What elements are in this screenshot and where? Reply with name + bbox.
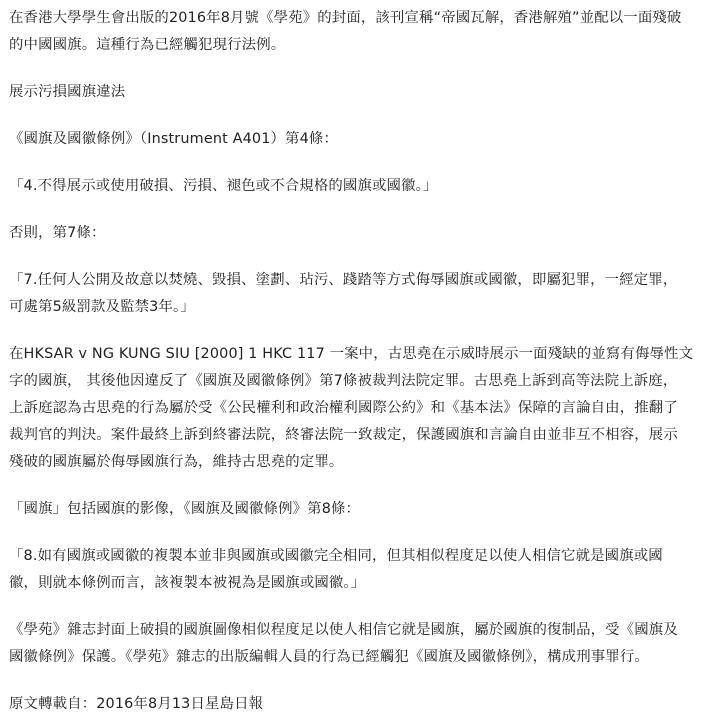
text-line: 「7.任何人公開及故意以焚燒、毀損、塗劃、玷污、踐踏等方式侮辱國旗或國徽，即屬犯罪，一經定罪， <box>9 272 678 288</box>
intro-paragraph <box>9 5 717 59</box>
text-line: 上訴庭認為古思堯的行為屬於受《公民權利和政治權利國際公約》和《基本法》保障的言論自由，推翻了 <box>9 400 678 416</box>
conclusion-paragraph <box>9 617 717 671</box>
ordinance-reference <box>9 126 717 153</box>
text-line: 《學苑》雜志封面上破損的國旗圖像相似程度足以使人相信它就是國旗，屬於國旗的復制品，受《國旗及 <box>9 622 678 638</box>
text-line: 字的國旗， 其後他因違反了《國旗及國徽條例》第7條被裁判法院定罪。古思堯上訴到高等法院上訴庭， <box>9 373 678 389</box>
text-line: 原文轉載自：2016年8月13日星島日報 <box>9 696 264 712</box>
text-line: 國徽條例》保護。《學苑》雜志的出版編輯人員的行為已經觸犯《國旗及國徽條例》，構成刑事罪行。 <box>9 649 649 665</box>
text-line: 《國旗及國徽條例》（Instrument A401）第4條： <box>9 131 338 147</box>
flag-definition <box>9 496 717 523</box>
text-line: 裁判官的判決。案件最終上訴到終審法院，終審法院一致裁定，保護國旗和言論自由並非互不相容，展示 <box>9 427 678 443</box>
section-4-quote <box>9 173 717 200</box>
text-line: 徽，則就本條例而言，該複製本被視為是國旗或國徽。」 <box>9 575 366 591</box>
text-line: 可處第5級罰款及監禁3年。」 <box>9 299 195 315</box>
text-line: 的中國國旗。這種行為已經觸犯現行法例。 <box>9 37 286 53</box>
text-line: 「8.如有國旗或國徽的複製本並非與國旗或國徽完全相同，但其相似程度足以使人相信它就是國旗或國 <box>9 548 663 564</box>
source-line <box>9 691 717 718</box>
text-line: 否則，第7條： <box>9 225 106 241</box>
case-paragraph <box>9 341 717 476</box>
section-8-quote <box>9 543 717 597</box>
text-line: 在香港大學學生會出版的2016年8月號《學苑》的封面，該刊宣稱“帝國瓦解，香港解殖”並配以一面殘破 <box>9 10 682 26</box>
text-line: 「4.不得展示或使用破損、污損、褪色或不合規格的國旗或國徽。」 <box>9 178 438 194</box>
text-line: 展示污損國旗違法 <box>9 84 126 100</box>
text-line: 殘破的國旗屬於侮辱國旗行為，維持古思堯的定罪。 <box>9 454 344 470</box>
section-7-quote <box>9 267 717 321</box>
otherwise-clause <box>9 220 717 247</box>
section-heading <box>9 79 717 106</box>
text-line: 在HKSAR v NG KUNG SIU [2000] 1 HKC 117 一案中，古思堯在示威時展示一面殘缺的並寫有侮辱性文 <box>9 346 694 362</box>
article-body <box>9 0 717 718</box>
text-line: 「國旗」包括國旗的影像，《國旗及國徽條例》第8條： <box>9 501 361 517</box>
